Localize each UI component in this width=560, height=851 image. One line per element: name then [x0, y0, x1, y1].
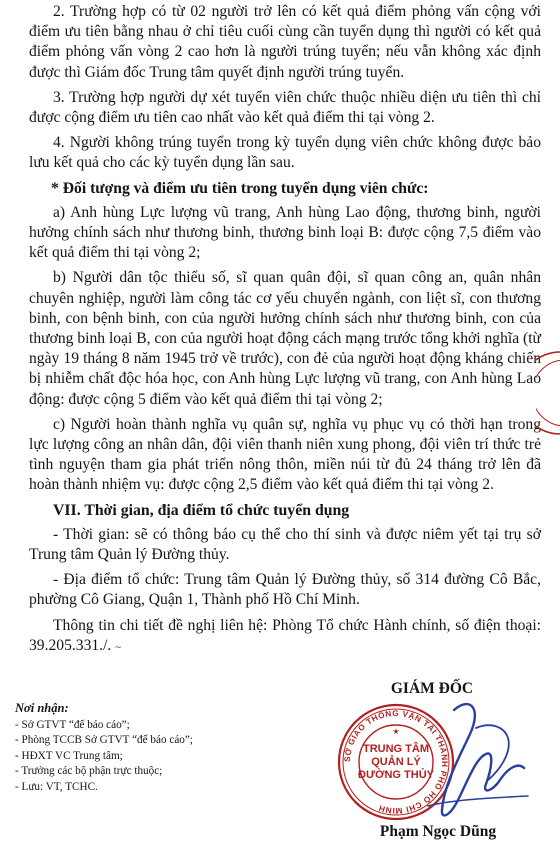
priority-item-b: b) Người dân tộc thiểu số, sĩ quan quân đội, sĩ quan công an, quân nhân chuyên nghiệp, người làm công tác cơ yếu chuyển ngành, con liệt sĩ, con thương binh, con bệnh binh, con của người hưởng chính sách như thương binh, con của thương binh loại B, con của người hoạt động cách mạng trước tổng khởi nghĩa (từ ngày 19 tháng 8 năm 1945 trở về trước), con đẻ của người hoạt động kháng chiến bị nhiễm chất độc hóa học, con Anh hùng Lực lượng vũ trang, con Anh hùng Lao động: được cộng 5 điểm vào kết quả điểm thi tại vòng 2;	[29, 269, 541, 408]
recipients-heading: Nơi nhận:	[15, 701, 69, 715]
signature-block	[318, 680, 538, 845]
handwritten-signature-icon	[358, 688, 538, 828]
priority-item-a: a) Anh hùng Lực lượng vũ trang, Anh hùng Lao động, thương binh, người hưởng chính sách như thương binh, thương binh loại B: được cộng 7,5 điểm vào kết quả điểm thi tại vòng 2;	[29, 203, 541, 262]
section-vii-heading: VII. Thời gian, địa điểm tổ chức tuyển dụng	[53, 501, 350, 519]
location-paragraph: - Địa điểm tổ chức: Trung tâm Quản lý Đường thủy, số 314 đường Cô Bắc, phường Cô Giang, Quận 1, Thành phố Hồ Chí Minh.	[29, 571, 541, 609]
paragraph-3: 3. Trường hợp người dự xét tuyển viên chức thuộc nhiều diện ưu tiên thì chỉ được cộng điểm ưu tiên cao nhất vào kết quả điểm thi tại vòng 2.	[29, 88, 541, 127]
contact-initials: ~	[114, 642, 122, 653]
recipients-block	[15, 701, 275, 796]
recipient-item: - Phòng TCCB Sở GTVT “để báo cáo”;	[15, 734, 193, 747]
edge-seal-fragment-icon	[536, 348, 560, 438]
priority-heading-text: Đối tượng và điểm ưu tiên trong tuyển dụng viên chức:	[62, 179, 429, 197]
seal-text-line-2: QUẢN LÝ	[371, 756, 421, 768]
signer-name: Phạm Ngọc Dũng	[379, 823, 497, 840]
priority-item-c: c) Người hoàn thành nghĩa vụ quân sự, nghĩa vụ phục vụ có thời hạn trong lực lượng công an nhân dân, đội viên thanh niên xung phong, đội viên trí thức trẻ tình nguyện tham gia phát triển nông thôn, miền núi từ đủ 24 tháng trở lên đã hoàn thành nhiệm vụ: được cộng 2,5 điểm vào kết quả điểm thi tại vòng 2.	[29, 415, 541, 494]
recipient-item: - Sở GTVT “để báo cáo”;	[15, 718, 130, 731]
priority-heading-star: *	[51, 179, 59, 197]
seal-text-line-1: TRUNG TÂM	[363, 743, 429, 755]
paragraph-2: 2. Trường hợp có từ 02 người trở lên có kết quả điểm phỏng vấn cộng với điểm ưu tiên bằng nhau ở chỉ tiêu cuối cùng cần tuyển dụng thì người có kết quả điểm phỏng vấn vòng 2 cao hơn là người trúng tuyển; nếu vẫn không xác định được thì Giám đốc Trung tâm quyết định người trúng tuyển.	[29, 3, 541, 81]
priority-heading	[29, 179, 541, 199]
recipient-item: - HĐXT VC Trung tâm;	[15, 749, 123, 762]
seal-ring-text: SỞ GIAO THÔNG VẬN TẢI THÀNH PHỐ HỒ CHÍ MINH	[342, 708, 450, 816]
paragraph-4: 4. Người không trúng tuyển trong kỳ tuyển dụng viên chức không được bảo lưu kết quả cho các kỳ tuyển dụng lần sau.	[29, 134, 541, 172]
recipients-list	[15, 718, 275, 796]
document-body	[29, 2, 541, 663]
contact-text: Thông tin chi tiết đề nghị liên hệ: Phòng Tổ chức Hành chính, số điện thoại: 39.205.331./.	[29, 616, 541, 654]
recipient-item: - Trưởng các bộ phận trực thuộc;	[15, 765, 163, 778]
time-paragraph: - Thời gian: sẽ có thông báo cụ thể cho thí sinh và được niêm yết tại trụ sở Trung tâm Quản lý Đường thủy.	[29, 525, 541, 564]
director-title: GIÁM ĐỐC	[390, 680, 474, 697]
seal-text-line-3: ĐƯỜNG THỦY	[358, 769, 434, 781]
svg-text:★: ★	[392, 727, 400, 736]
recipient-item: - Lưu: VT, TCHC.	[15, 780, 98, 793]
contact-paragraph	[29, 616, 541, 658]
